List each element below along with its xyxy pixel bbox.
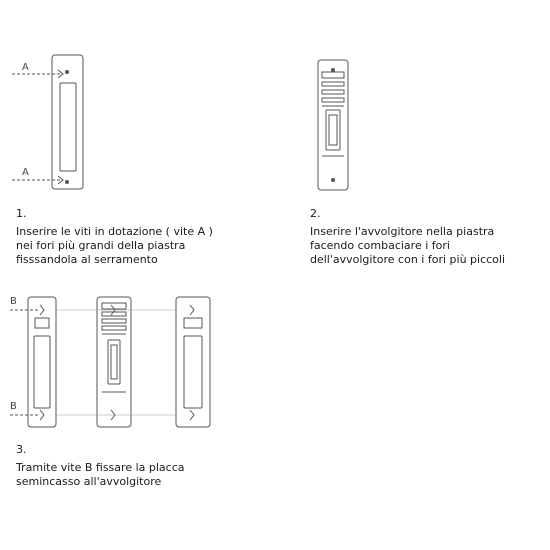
screw-a-top-label: A (22, 62, 29, 73)
screw-b-bottom-label: B (10, 401, 17, 412)
step2-number: 2. (310, 207, 321, 220)
step2-roller (318, 60, 348, 190)
screw-b-top-label: B (10, 296, 17, 307)
step3-cover-plate (28, 297, 56, 427)
screw-a-top-arrow (12, 70, 63, 78)
step3-roller (97, 297, 131, 427)
step2-line-1: Inserire l'avvolgitore nella piastra (310, 225, 495, 238)
step2-line-3: dell'avvolgitore con i fori più piccoli (310, 253, 506, 266)
step1-line-1: Inserire le viti in dotazione ( vite A ) (16, 225, 213, 238)
step3-line-1: Tramite vite B fissare la placca (16, 461, 185, 474)
screw-a-bottom-arrow (12, 176, 63, 184)
step3-assembled (176, 297, 210, 427)
step1-line-3: fisssandola al serramento (16, 253, 158, 266)
screw-a-bottom-label: A (22, 167, 29, 178)
step2-line-2: facendo combaciare i fori (310, 239, 450, 252)
step3-line-2: semincasso all'avvolgitore (16, 475, 162, 488)
step1-plate (52, 55, 83, 189)
step1-line-2: nei fori più grandi della piastra (16, 239, 186, 252)
step3-number: 3. (16, 443, 27, 456)
step1-number: 1. (16, 207, 27, 220)
